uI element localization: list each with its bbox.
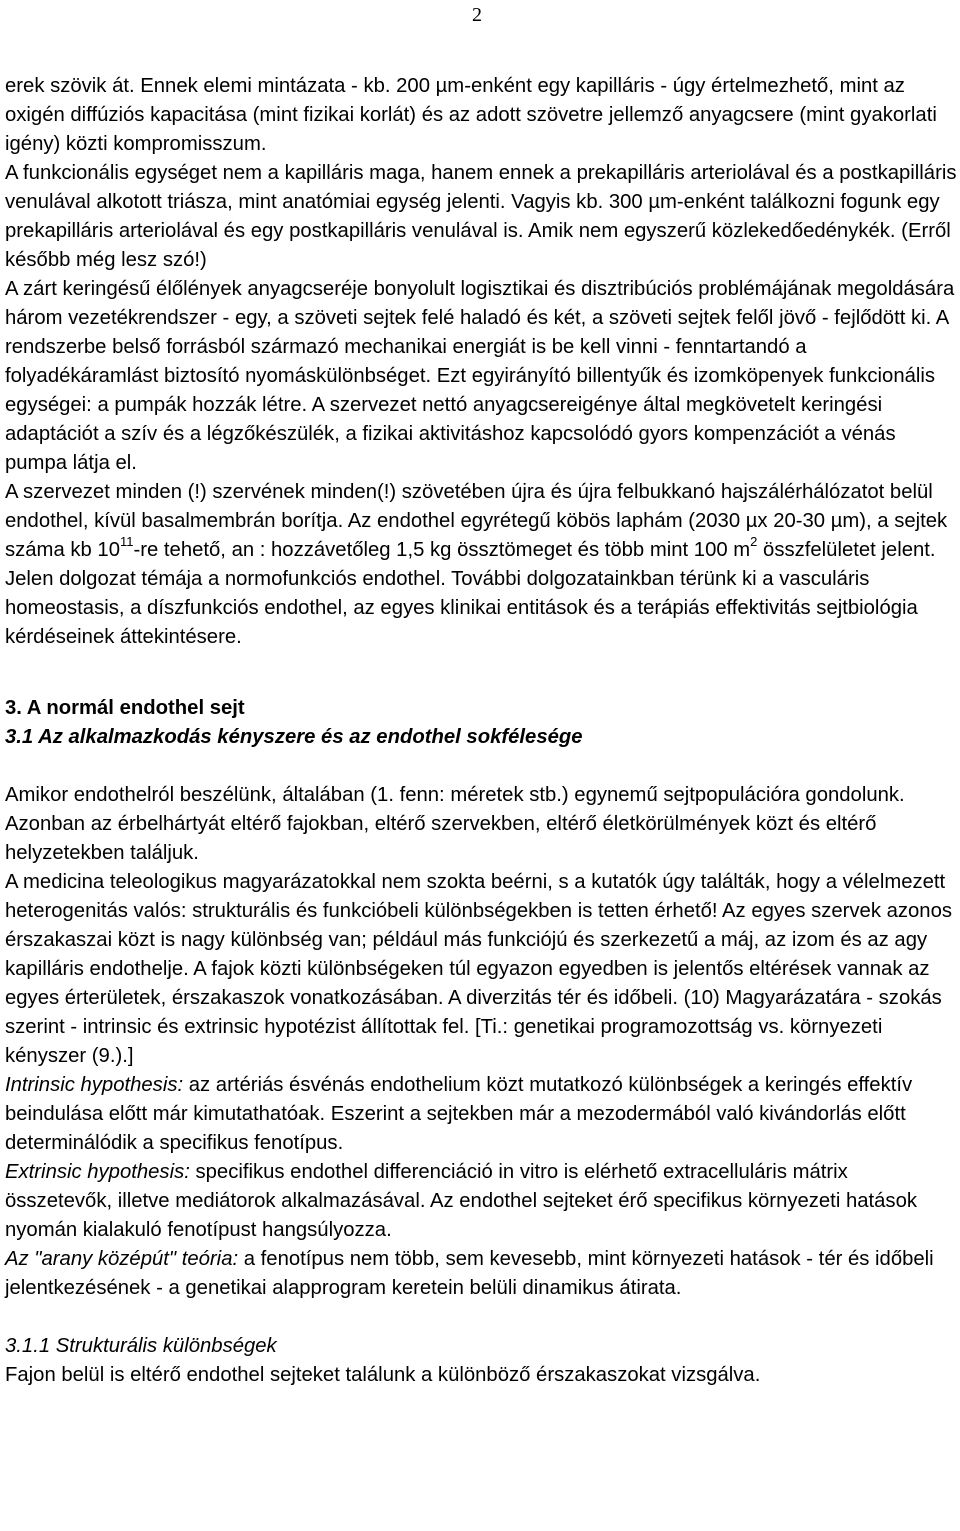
page-number: 2 xyxy=(472,4,482,26)
paragraph xyxy=(5,478,957,565)
paragraph: A zárt keringésű élőlények anyagcseréje bonyolult logisztikai és disztribúciós problémájának megoldására három vezetékrendszer - egy, a szöveti sejtek felé haladó és két, a szöveti sejtek felől jövő - fejlődött ki. A rendszerbe belső forrásból származó mechanikai energiát is be kell vinni - fenntartandó a folyadékáramlást biztosító nyomáskülönbséget. Ezt egyirányító billentyűk és izomköpenyek funkcionális egységei: a pumpák hozzák létre. A szervezet nettó anyagcsereigénye által megkövetelt keringési adaptációt a szív és a légzőkészülék, a fizikai aktivitáshoz kapcsolódó gyors kompenzációt a vénás pumpa látja el. xyxy=(5,278,955,474)
hypothesis-label: Az "arany középút" teória: xyxy=(5,1248,239,1270)
paragraph xyxy=(5,1245,957,1303)
document-body xyxy=(5,72,957,1390)
superscript-exponent: 11 xyxy=(119,534,134,550)
superscript-exponent: 2 xyxy=(750,534,758,550)
paragraph-text: specifikus endothel differenciáció in vitro is elérhető extracelluláris mátrix összetevők, illetve mediátorok alkalmazásával. Az endothel sejteket érő specifikus környezeti hatások nyomán kialakuló fenotípust hangsúlyozza. xyxy=(5,1161,917,1241)
section-heading: 3. A normál endothel sejt xyxy=(5,697,245,719)
paragraph-text: A szervezet minden (!) szervének minden(!) szövetében újra és újra felbukkanó hajszálérhálózatot belül endothel, kívül basalmembrán borítja. Az endothel egyrétegű köbös laphám (2030 µx 20-30 µm), a sejtek száma kb 10 xyxy=(5,481,948,561)
hypothesis-label: Intrinsic hypothesis: xyxy=(5,1074,184,1096)
hypothesis-label: Extrinsic hypothesis: xyxy=(5,1161,190,1183)
paragraph: erek szövik át. Ennek elemi mintázata - kb. 200 µm-enként egy kapilláris - úgy értelmezhető, mint az oxigén diffúziós kapacitása (mint fizikai korlát) és az adott szövetre jellemző anyagcsere (mint gyakorlati igény) közti kompromisszum. xyxy=(5,75,937,155)
paragraph: Fajon belül is eltérő endothel sejteket találunk a különböző érszakaszokat vizsgálva. xyxy=(5,1364,761,1386)
subsubsection-heading: 3.1.1 Strukturális különbségek xyxy=(5,1335,277,1357)
paragraph: A medicina teleologikus magyarázatokkal nem szokta beérni, s a kutatók úgy találták, hogy a vélelmezett heterogenitás valós: strukturális és funkcióbeli különbségekben is tetten érhető! Az egyes szervek azonos érszakaszai közt is nagy különbség van; például más funkciójú és szerkezetű a máj, az izom és az agy kapilláris endothelje. A fajok közti különbségeken túl egyazon egyedben is jelentős eltérések vannak az egyes érterületek, érszakaszok vonatkozásában. A diverzitás tér és időbeli. (10) Magyarázatára - szokás szerint - intrinsic és extrinsic hypotézist állítottak fel. [Ti.: genetikai programozottság vs. környezeti kényszer (9.).] xyxy=(5,871,952,1067)
paragraph xyxy=(5,1158,957,1245)
paragraph-text: összfelületet jelent. xyxy=(757,539,936,561)
subsection-heading: 3.1 Az alkalmazkodás kényszere és az endothel sokfélesége xyxy=(5,726,583,748)
paragraph-text: az artériás ésvénás endothelium közt mutatkozó különbségek a keringés effektív beindulása előtt már kimutathatóak. Eszerint a sejtekben már a mezodermából való kivándorlás előtt determinálódik a specifikus fenotípus. xyxy=(5,1074,913,1154)
paragraph: A funkcionális egységet nem a kapilláris maga, hanem ennek a prekapilláris arteriolával és a postkapilláris venulával alkotott triásza, mint anatómiai egység jelenti. Vagyis kb. 300 µm-enként találkozni fogunk egy prekapilláris arteriolával és egy postkapilláris venulával is. Amik nem egyszerű közlekedőedénykék. (Erről később még lesz szó!) xyxy=(5,162,957,271)
paragraph-text: a fenotípus nem több, sem kevesebb, mint környezeti hatások - tér és időbeli jelentkezésének - a genetikai alapprogram keretein belüli dinamikus átirata. xyxy=(5,1248,934,1299)
paragraph-text: -re tehető, an : hozzávetőleg 1,5 kg össztömeget és több mint 100 m xyxy=(133,539,751,561)
paragraph: Jelen dolgozat témája a normofunkciós endothel. További dolgozatainkban térünk ki a vasculáris homeostasis, a díszfunkciós endothel, az egyes klinikai entitások és a terápiás effektivitás sejtbiológia kérdéseinek áttekintésere. xyxy=(5,568,918,648)
paragraph: Amikor endothelról beszélünk, általában (1. fenn: méretek stb.) egynemű sejtpopulációra gondolunk. Azonban az érbelhártyát eltérő fajokban, eltérő szervekben, eltérő életkörülmények közt és eltérő helyzetekben találjuk. xyxy=(5,784,905,864)
paragraph xyxy=(5,1071,957,1158)
